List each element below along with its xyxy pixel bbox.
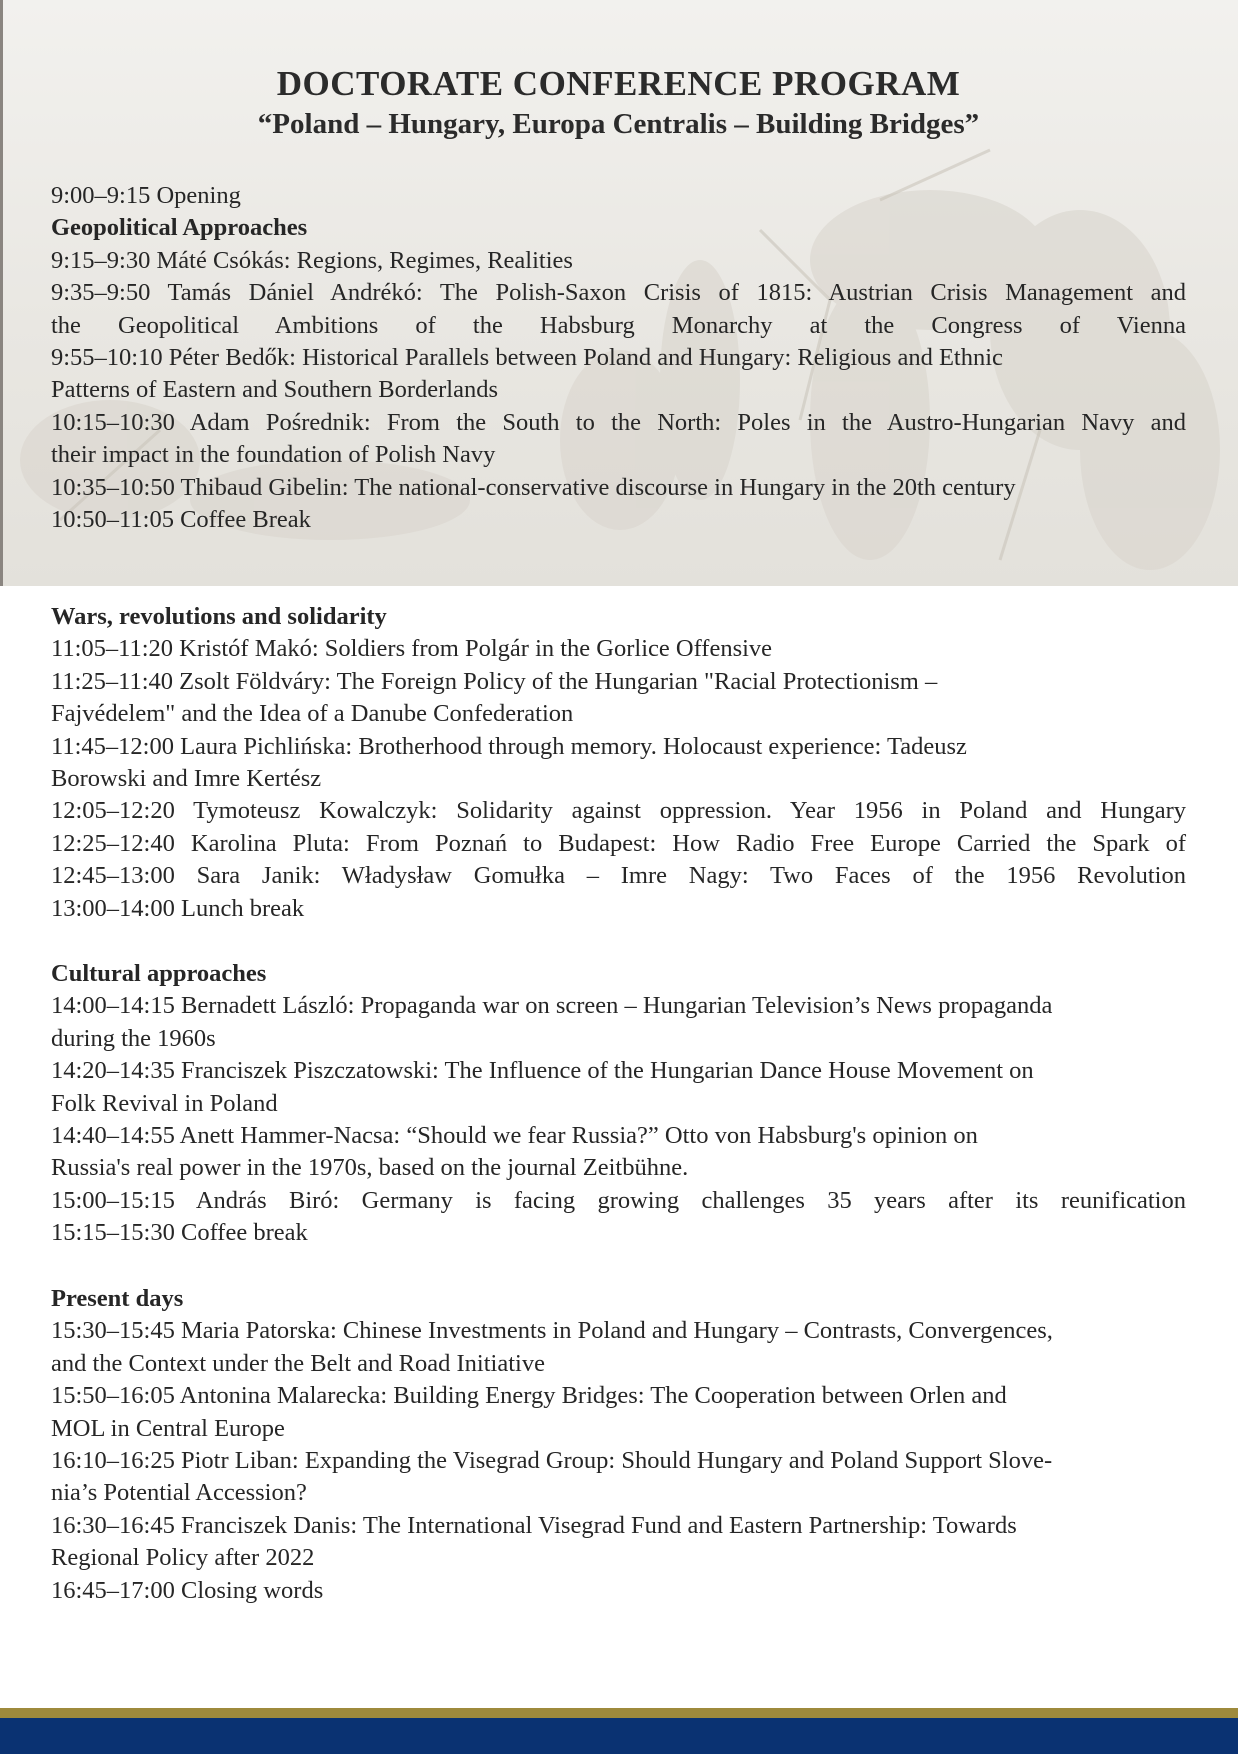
program-item: 14:40–14:55 Anett Hammer-Nacsa: “Should we fear Russia?” Otto von Habsburg's opinion on <box>51 1122 978 1150</box>
page-subtitle: “Poland – Hungary, Europa Centralis – Building Bridges” <box>257 108 980 140</box>
opening-item: 9:00–9:15 Opening <box>51 182 241 209</box>
program-item: 10:35–10:50 Thibaud Gibelin: The national-conservative discourse in Hungary in the 20th century <box>51 473 1016 501</box>
footer-blue-band <box>0 1718 1238 1754</box>
program-item: Folk Revival in Poland <box>51 1089 278 1117</box>
program-item: 13:00–14:00 Lunch break <box>51 894 305 922</box>
left-edge-line <box>0 0 3 586</box>
program-item: nia’s Potential Accession? <box>51 1479 307 1507</box>
program-item: the Geopolitical Ambitions of the Habsburg Monarchy at the Congress of Vienna <box>51 311 1186 339</box>
page-title: DOCTORATE CONFERENCE PROGRAM <box>276 64 961 103</box>
program-item: 9:55–10:10 Péter Bedők: Historical Parallels between Poland and Hungary: Religious and Ethnic <box>51 344 1003 372</box>
program-item: 12:45–13:00 Sara Janik: Władysław Gomułka – Imre Nagy: Two Faces of the 1956 Revolution <box>51 862 1186 890</box>
footer-gold-stripe <box>0 1708 1238 1718</box>
program-item: 11:25–11:40 Zsolt Földváry: The Foreign Policy of the Hungarian "Racial Protectionism – <box>51 667 938 695</box>
program-item: 10:15–10:30 Adam Pośrednik: From the South to the North: Poles in the Austro-Hungarian Navy and <box>51 408 1186 436</box>
section-heading-wars: Wars, revolutions and solidarity <box>51 603 387 630</box>
program-item: 16:45–17:00 Closing words <box>51 1576 324 1604</box>
program-item: 12:25–12:40 Karolina Pluta: From Poznań to Budapest: How Radio Free Europe Carried the Spark of <box>51 829 1186 857</box>
program-item: 11:45–12:00 Laura Pichlińska: Brotherhood through memory. Holocaust experience: Tadeusz <box>51 732 967 760</box>
program-item: 10:50–11:05 Coffee Break <box>51 506 311 534</box>
program-item: their impact in the foundation of Polish Navy <box>51 441 496 469</box>
program-item: 15:15–15:30 Coffee break <box>51 1219 308 1247</box>
program-item: Patterns of Eastern and Southern Borderlands <box>51 376 499 404</box>
program-item: 15:50–16:05 Antonina Malarecka: Building Energy Bridges: The Cooperation between Orlen and <box>51 1382 1007 1410</box>
section-heading-geopolitical: Geopolitical Approaches <box>51 214 308 242</box>
session-present <box>51 1283 1186 1607</box>
session-wars <box>51 601 1186 925</box>
program-item: 9:15–9:30 Máté Csókás: Regions, Regimes, Realities <box>51 246 573 274</box>
section-heading-present: Present days <box>51 1285 184 1312</box>
program-item: 11:05–11:20 Kristóf Makó: Soldiers from Polgár in the Gorlice Offensive <box>51 635 773 663</box>
program-item: 9:35–9:50 Tamás Dániel Andrékó: The Polish-Saxon Crisis of 1815: Austrian Crisis Management and <box>51 279 1186 307</box>
program-item: Borowski and Imre Kertész <box>51 765 322 793</box>
program-item: 16:10–16:25 Piotr Liban: Expanding the Visegrad Group: Should Hungary and Poland Support Slove- <box>51 1447 1053 1475</box>
section-heading-cultural: Cultural approaches <box>51 960 267 987</box>
program-item: Russia's real power in the 1970s, based on the journal Zeitbühne. <box>51 1154 689 1182</box>
session-cultural <box>51 958 1186 1250</box>
program-item: 12:05–12:20 Tymoteusz Kowalczyk: Solidarity against oppression. Year 1956 in Poland and Hungary <box>51 797 1186 825</box>
program-item: Regional Policy after 2022 <box>51 1544 315 1572</box>
session-geopolitical <box>51 180 1186 536</box>
program-item: 15:30–15:45 Maria Patorska: Chinese Investments in Poland and Hungary – Contrasts, Convergences, <box>51 1317 1053 1345</box>
program-item: Fajvédelem" and the Idea of a Danube Confederation <box>51 700 574 728</box>
program-item: 14:20–14:35 Franciszek Piszczatowski: The Influence of the Hungarian Dance House Movement on <box>51 1057 1034 1085</box>
program-item: during the 1960s <box>51 1024 216 1052</box>
program-item: 14:00–14:15 Bernadett László: Propaganda war on screen – Hungarian Television’s News propaganda <box>51 992 1053 1020</box>
program-item: 16:30–16:45 Franciszek Danis: The International Visegrad Fund and Eastern Partnership: Towards <box>51 1511 1017 1539</box>
program-item: MOL in Central Europe <box>51 1414 285 1442</box>
program-item: 15:00–15:15 András Biró: Germany is facing growing challenges 35 years after its reunification <box>51 1186 1186 1214</box>
program-item: and the Context under the Belt and Road Initiative <box>51 1349 545 1377</box>
